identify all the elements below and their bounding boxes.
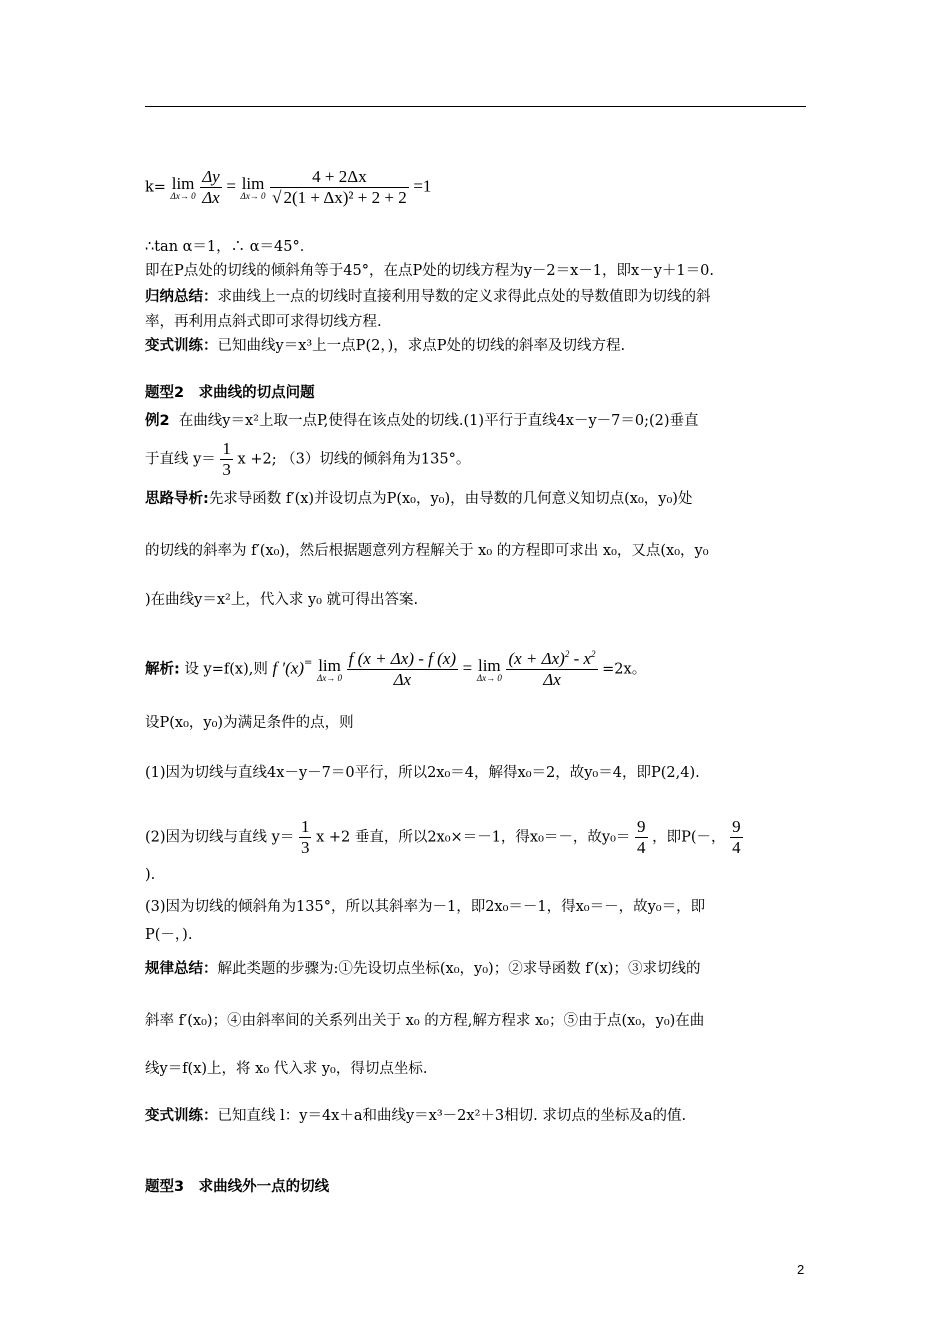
lim-1: lim Δx→ 0 — [170, 173, 196, 201]
formula-k: k= lim Δx→ 0 $\frac{\Delta y}{\Delta x}$ = lim Δx→ 0 $\frac{4 + 2\Delta x}{\text{√ 2(1 + Δx)² + 2 + 2}}$ =1 — [145, 167, 432, 207]
rule-summary-2: 斜率 f′(x₀)；④由斜率间的关系列出关于 x₀ 的方程,解方程求 x₀；⑤由于点(x₀，y₀)在曲 — [145, 1013, 705, 1029]
example-2-cont: 于直线 y＝ $\frac{1}{3}$ x +2; （3）切线的倾斜角为135°。 — [145, 439, 471, 479]
variant-1: 变式训练：已知曲线y＝x³上一点P(2，)，求点P处的切线的斜率及切线方程. — [145, 338, 626, 354]
line-tan: ∴tan α＝1，∴ α＝45°． — [145, 239, 315, 255]
rule-summary-3: 线y＝f(x)上，将 x₀ 代入求 y₀，得切点坐标. — [145, 1061, 428, 1077]
case-1: (1)因为切线与直线4x－y－7＝0平行，所以2x₀＝4，解得x₀＝2，故y₀＝4，即P(2,4). — [145, 765, 700, 781]
rule-summary-1: 规律总结：解此类题的步骤为:①先设切点坐标(x₀，y₀)；②求导函数 f′(x)；③求切线的 — [145, 961, 701, 977]
example-2: 例2 在曲线y＝x²上取一点P,使得在该点处的切线.(1)平行于直线4x－y－7＝0;(2)垂直 — [145, 413, 699, 429]
thought-3: )在曲线y＝x²上，代入求 y₀ 就可得出答案. — [145, 592, 419, 608]
frac-nine-fourths: $\frac{9}{4}$ — [637, 817, 646, 857]
thought-2: 的切线的斜率为 f′(x₀)，然后根据题意列方程解关于 x₀ 的方程即可求出 x₀，又点(x₀，y₀ — [145, 543, 709, 559]
header-rule — [145, 106, 806, 107]
heading-type-2: 题型2 求曲线的切点问题 — [145, 385, 315, 401]
k-prefix: k= — [145, 179, 166, 196]
set-point: 设P(x₀，y₀)为满足条件的点，则 — [145, 715, 354, 731]
summary-1: 归纳总结：求曲线上一点的切线时直接利用导数的定义求得此点处的导数值即为切线的斜 — [145, 289, 711, 305]
thought-1: 思路导析:先求导函数 f′(x)并设切点为P(x₀，y₀)，由导数的几何意义知切点(x₀，y₀)处 — [145, 491, 693, 507]
case-2-close: ). — [145, 867, 156, 883]
f-prime-x: f ′(x) — [272, 658, 305, 678]
frac-one-third: $\frac{1}{3}$ — [222, 439, 231, 479]
line-tangent-angle: 即在P点处的切线的倾斜角等于45°，在点P处的切线方程为y－2＝x－1，即x－y＋1＝0. — [145, 263, 714, 279]
page-number: 2 — [797, 1262, 805, 1277]
sqrt-sign: √ — [272, 187, 282, 207]
frac-main: $\frac{4 + 2\Delta x}{\text{√ 2(1 + Δx)² + 2 + 2}}$ — [272, 167, 407, 207]
frac-derivative-def: $\frac{f (x + \Delta x) - f (x)}{\Delta x}$ — [348, 649, 456, 689]
solution: 解析: 设 y=f(x),则 f ′(x)= lim Δx→ 0 $\frac{f (x + \Delta x) - f (x)}{\Delta x}$ = lim Δx→ 0 $\frac{(x + \Delta x)^2 - x^2}{\Delta x}$ =2x。 — [145, 649, 647, 689]
frac-one-third-2: $\frac{1}{3}$ — [300, 817, 310, 857]
lim-2: lim Δx→ 0 — [240, 173, 266, 201]
frac-nine-fourths-2: $\frac{9}{4}$ — [732, 817, 741, 857]
case-2: (2)因为切线与直线 y＝ $\frac{1}{3}$ x +2 垂直，所以2x₀×＝－1，得x₀＝－，故y₀＝ $\frac{9}{4}$ ，即P(－， $\frac{9}{4}$ — [145, 817, 741, 857]
summary-1-cont: 率，再利用点斜式即可求得切线方程. — [145, 314, 382, 330]
case-3-cont: P(－，). — [145, 927, 193, 943]
frac-x-squared: $\frac{(x + \Delta x)^2 - x^2}{\Delta x}$ — [508, 649, 596, 689]
heading-type-3: 题型3 求曲线外一点的切线 — [145, 1179, 330, 1195]
variant-2: 变式训练：已知直线 l：y＝4x＋a和曲线y＝x³－2x²＋3相切. 求切点的坐标及a的值. — [145, 1108, 687, 1124]
case-3: (3)因为切线的倾斜角为135°，所以其斜率为－1，即2x₀＝－1，得x₀＝－，故y₀＝，即 — [145, 899, 706, 915]
frac-dy-dx: $\frac{\Delta y}{\Delta x}$ — [202, 167, 220, 207]
